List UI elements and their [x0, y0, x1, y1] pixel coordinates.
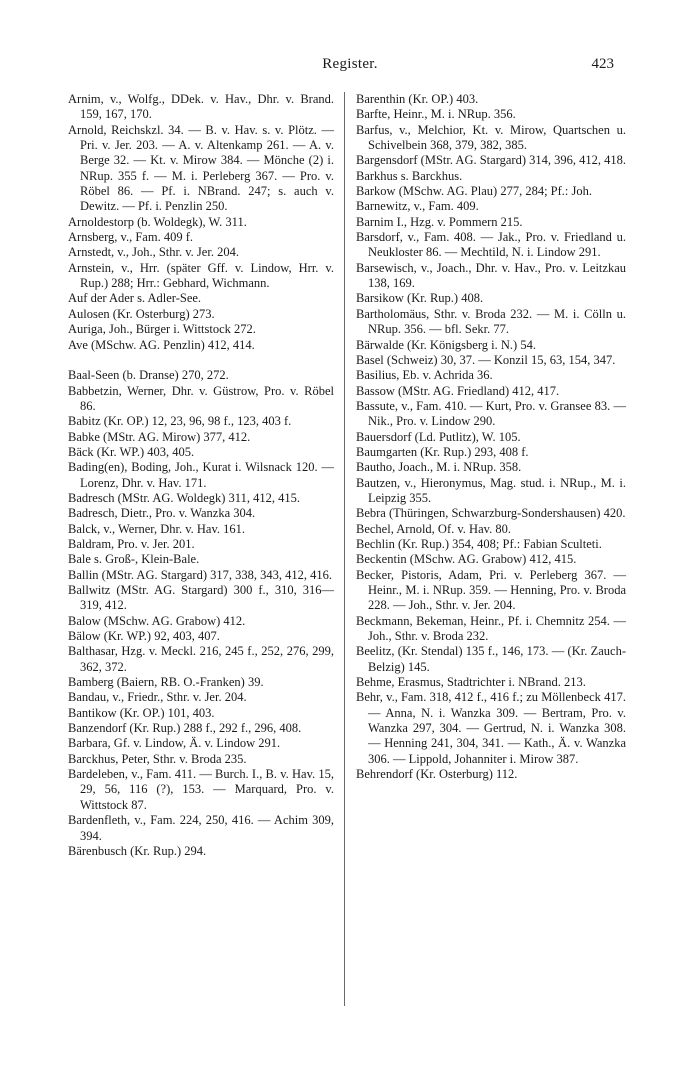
register-entry: Beckmann, Bekeman, Heinr., Pf. i. Chemnitz 254. — Joh., Sthr. v. Broda 232. — [356, 613, 626, 644]
register-entry: Ballwitz (MStr. AG. Stargard) 300 f., 310, 316—319, 412. — [68, 583, 334, 613]
register-entry: Behrendorf (Kr. Osterburg) 112. — [356, 767, 518, 782]
register-entry: Babke (MStr. AG. Mirow) 377, 412. — [68, 429, 251, 444]
register-entry: Bauersdorf (Ld. Putlitz), W. 105. — [356, 429, 521, 444]
register-entry: Barbara, Gf. v. Lindow, Ä. v. Lindow 291. — [68, 736, 281, 751]
register-entry: Bärwalde (Kr. Königsberg i. N.) 54. — [356, 337, 536, 352]
register-entry: Barkhus s. Barckhus. — [356, 168, 463, 183]
register-column-right — [356, 92, 626, 782]
register-entry: Badresch (MStr. AG. Woldegk) 311, 412, 415. — [68, 490, 300, 505]
register-entry: Bassow (MStr. AG. Friedland) 412, 417. — [356, 383, 560, 398]
register-entry: Balthasar, Hzg. v. Meckl. 216, 245 f., 252, 276, 299, 362, 372. — [68, 644, 334, 674]
register-entry: Bautho, Joach., M. i. NRup. 358. — [356, 460, 522, 475]
register-entry: Bautzen, v., Hieronymus, Mag. stud. i. NRup., M. i. Leipzig 355. — [356, 475, 626, 505]
running-head — [0, 56, 700, 80]
register-entry: Arnold, Reichskzl. 34. — B. v. Hav. s. v. Plötz. — Pri. v. Jer. 203. — A. v. Altenkamp 261. — A. v. Berge 32. — Kt. v. Mirow 384. — Mönche (2) i. NRup. 355 f. — M. i. Perleberg 367. — Pro. v. Röbel 86. — Pf. i. NBrand. 247; s. auch v. Dewitz. — Pf. i. Penzlin 250. — [68, 122, 334, 214]
register-entry: Ave (MSchw. AG. Penzlin) 412, 414. — [68, 337, 255, 352]
register-entry: Barfte, Heinr., M. i. NRup. 356. — [356, 107, 516, 122]
register-entry: Babitz (Kr. OP.) 12, 23, 96, 98 f., 123, 403 f. — [68, 414, 292, 429]
register-entry: Behme, Erasmus, Stadtrichter i. NBrand. 213. — [356, 675, 586, 690]
register-entry: Bartholomäus, Sthr. v. Broda 232. — M. i. Cölln u. NRup. 356. — bfl. Sekr. 77. — [356, 306, 626, 337]
register-entry: Bäck (Kr. WP.) 403, 405. — [68, 444, 195, 459]
register-entry: Arnoldestorp (b. Woldegk), W. 311. — [68, 214, 247, 229]
register-entry: Baal-Seen (b. Dranse) 270, 272. — [68, 368, 229, 383]
register-entry: Barenthin (Kr. OP.) 403. — [356, 92, 479, 106]
register-entry: Arnstedt, v., Joh., Sthr. v. Jer. 204. — [68, 245, 239, 260]
register-entry: Bebra (Thüringen, Schwarzburg-Sondershausen) 420. — [356, 506, 626, 521]
register-entry: Bärenbusch (Kr. Rup.) 294. — [68, 843, 207, 858]
register-entry: Barsdorf, v., Fam. 408. — Jak., Pro. v. Friedland u. Neukloster 86. — Mechtild, N. i. Lindow 291. — [356, 230, 626, 260]
register-entry: Bechel, Arnold, Of. v. Hav. 80. — [356, 521, 511, 536]
register-entry: Auf der Ader s. Adler-See. — [68, 291, 202, 306]
register-entry: Barckhus, Peter, Sthr. v. Broda 235. — [68, 751, 247, 766]
register-entry: Bamberg (Baiern, RB. O.-Franken) 39. — [68, 675, 264, 690]
register-entry: Barkow (MSchw. AG. Plau) 277, 284; Pf.: Joh. — [356, 184, 592, 199]
register-entry: Bantikow (Kr. OP.) 101, 403. — [68, 705, 215, 720]
register-entry: Behr, v., Fam. 318, 412 f., 416 f.; zu Möllenbeck 417. — Anna, N. i. Wanzka 309. — Bertram, Pro. v. Wanzka 297, 304. — Gertrud, N. i. Wanzka 308. — Henning 241, 304, 341. — Kath., Ä. v. Wanzka 306. — Lippold, Johanniter i. Mirow 387. — [356, 690, 626, 766]
register-entry: Beckentin (MSchw. AG. Grabow) 412, 415. — [356, 552, 577, 567]
register-entry: Beelitz, (Kr. Stendal) 135 f., 146, 173. — (Kr. Zauch-Belzig) 145. — [356, 644, 626, 674]
register-entry: Barfus, v., Melchior, Kt. v. Mirow, Quartschen u. Schivelbein 368, 379, 382, 385. — [356, 122, 626, 153]
register-entry: Balow (MSchw. AG. Grabow) 412. — [68, 613, 246, 628]
page-number: 423 — [591, 56, 614, 72]
register-entry: Auriga, Joh., Bürger i. Wittstock 272. — [68, 322, 256, 337]
register-entry: Bandau, v., Friedr., Sthr. v. Jer. 204. — [68, 690, 247, 705]
register-entry: Arnstein, v., Hrr. (später Gff. v. Lindow, Hrr. v. Rup.) 288; Hrr.: Gebhard, Wichmann. — [68, 260, 334, 291]
register-entry: Bading(en), Boding, Joh., Kurat i. Wilsnack 120. — Lorenz, Dhr. v. Hav. 171. — [68, 460, 334, 490]
register-entry: Aulosen (Kr. Osterburg) 273. — [68, 306, 215, 321]
register-entry: Bale s. Groß-, Klein-Bale. — [68, 552, 200, 567]
register-entry: Balck, v., Werner, Dhr. v. Hav. 161. — [68, 521, 246, 536]
register-entry: Ballin (MStr. AG. Stargard) 317, 338, 343, 412, 416. — [68, 567, 333, 582]
column-divider — [344, 92, 345, 1006]
register-entry: Baumgarten (Kr. Rup.) 293, 408 f. — [356, 444, 529, 459]
register-entry: Badresch, Dietr., Pro. v. Wanzka 304. — [68, 506, 256, 521]
register-entry: Baldram, Pro. v. Jer. 201. — [68, 536, 195, 551]
register-entry: Bardenfleth, v., Fam. 224, 250, 416. — Achim 309, 394. — [68, 813, 334, 843]
register-entry: Barnewitz, v., Fam. 409. — [356, 199, 479, 214]
register-entry: Becker, Pistoris, Adam, Pri. v. Perleberg 367. — Heinr., M. i. NRup. 359. — Henning, Pro. v. Broda 228. — Joh., Sthr. v. Jer. 204. — [356, 567, 626, 613]
register-entry: Barsikow (Kr. Rup.) 408. — [356, 291, 484, 306]
register-entry: Basel (Schweiz) 30, 37. — Konzil 15, 63, 154, 347. — [356, 352, 616, 367]
register-column-left — [68, 92, 334, 859]
register-entry: Barsewisch, v., Joach., Dhr. v. Hav., Pro. v. Leitzkau 138, 169. — [356, 260, 626, 291]
register-entry: Babbetzin, Werner, Dhr. v. Güstrow, Pro. v. Röbel 86. — [68, 383, 334, 413]
page-title: Register. — [322, 56, 378, 72]
register-entry: Bassute, v., Fam. 410. — Kurt, Pro. v. Gransee 83. — Nik., Pro. v. Lindow 290. — [356, 398, 626, 429]
register-entry: Arnim, v., Wolfg., DDek. v. Hav., Dhr. v. Brand. 159, 167, 170. — [68, 92, 334, 122]
register-entry: Bardeleben, v., Fam. 411. — Burch. I., B. v. Hav. 15, 29, 56, 116 (?), 153. — Marquard, Pro. v. Wittstock 87. — [68, 767, 334, 812]
register-entry: Banzendorf (Kr. Rup.) 288 f., 292 f., 296, 408. — [68, 721, 302, 736]
register-entry: Bälow (Kr. WP.) 92, 403, 407. — [68, 629, 220, 644]
register-entry: Bechlin (Kr. Rup.) 354, 408; Pf.: Fabian Sculteti. — [356, 536, 602, 551]
register-entry: Basilius, Eb. v. Achrida 36. — [356, 368, 493, 383]
register-entry: Barnim I., Hzg. v. Pommern 215. — [356, 214, 523, 229]
register-entry: Bargensdorf (MStr. AG. Stargard) 314, 396, 412, 418. — [356, 153, 627, 168]
register-entry: Arnsberg, v., Fam. 409 f. — [68, 230, 193, 245]
